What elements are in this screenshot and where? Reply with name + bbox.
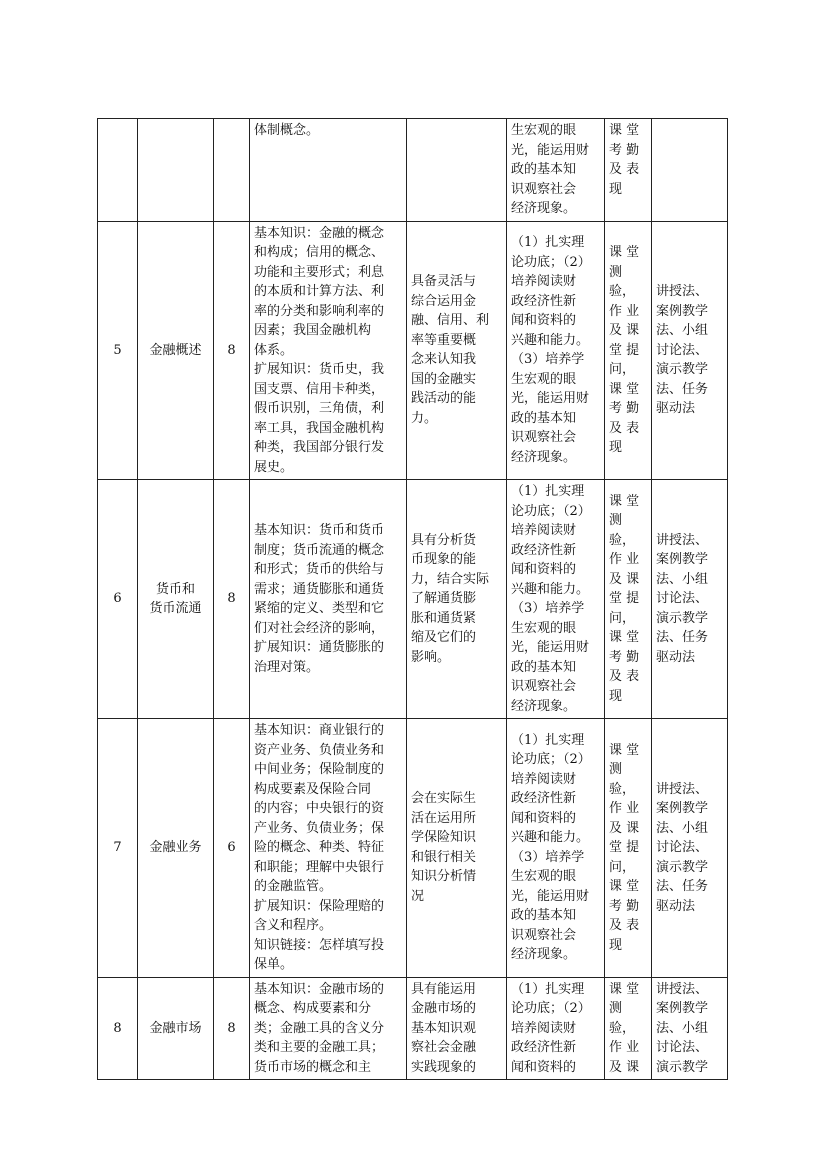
cell-line: 融、信用、利 <box>411 313 490 329</box>
cell-line: 综合运用金 <box>411 293 477 309</box>
cell-line: 作 业 <box>609 801 640 816</box>
cell-line: 保单。 <box>254 957 294 972</box>
cell-line: 会在实际生 <box>411 791 477 807</box>
cell-line: 基本知识：商业银行的 <box>254 723 385 738</box>
cell-line: 金融市场的 <box>411 1001 477 1016</box>
cell-line: 扩展知识：通货膨胀的 <box>254 640 385 655</box>
cell-line: （1）扎实理 <box>511 981 585 997</box>
cell-line: 类和主要的金融工具； <box>254 1040 385 1055</box>
cell-name: 金融市场 <box>138 977 214 1080</box>
cell-line: 问， <box>609 610 636 626</box>
cell-line: 货币流通 <box>149 601 202 616</box>
cell-line: 考 勤 <box>609 142 640 158</box>
cell-line: 政经济性新 <box>511 293 577 309</box>
cell-line: 国支票、信用卡种类， <box>254 381 385 397</box>
cell-line: 活在运用所 <box>411 810 477 826</box>
cell-line: （3）培养学 <box>511 352 585 368</box>
cell-line: 经济现象。 <box>511 698 577 714</box>
cell-name <box>138 480 214 719</box>
cell-num: 6 <box>98 480 138 719</box>
cell-line: 类；金融工具的含义分 <box>254 1020 385 1036</box>
cell-line: 和银行相关 <box>411 849 477 865</box>
cell-line: 测 <box>609 264 623 280</box>
cell-line: 现 <box>609 181 623 197</box>
cell-line: 光，能运用财 <box>511 640 590 655</box>
cell-hours: 8 <box>214 221 250 480</box>
cell-line: 讨论法、 <box>656 1040 709 1055</box>
cell-goal <box>407 977 507 1080</box>
table-row <box>98 221 728 480</box>
cell-line: 及 表 <box>609 918 640 933</box>
cell-hours: 8 <box>214 977 250 1080</box>
cell-line: 光，能运用财 <box>511 391 590 407</box>
cell-line: 识观察社会 <box>511 430 577 446</box>
cell-line: 生宏观的眼 <box>511 869 577 885</box>
cell-line: 讨论法、 <box>656 591 709 607</box>
cell-line: 讲授法、 <box>656 781 709 797</box>
cell-line: 现 <box>609 440 623 455</box>
cell-line: 闻和资料的 <box>511 810 577 826</box>
cell-line: 案例教学 <box>656 801 709 816</box>
cell-line: （1）扎实理 <box>511 732 585 748</box>
cell-line: 堂 提 <box>609 840 640 855</box>
cell-line: 知识链接：怎样填写投 <box>254 937 385 953</box>
cell-line: 作 业 <box>609 552 640 568</box>
cell-line: 政的基本知 <box>511 410 577 426</box>
cell-line: 兴趣和能力。 <box>511 581 590 597</box>
cell-line: 讨论法、 <box>656 342 709 358</box>
cell-line: 案例教学 <box>656 552 709 568</box>
cell-line: 察社会金融 <box>411 1040 477 1055</box>
cell-line: 堂 提 <box>609 591 640 607</box>
cell-goal <box>407 119 507 222</box>
cell-line: 及 表 <box>609 162 640 177</box>
cell-hours <box>214 119 250 222</box>
cell-ideo <box>507 977 605 1080</box>
cell-line: 演示教学 <box>656 859 709 875</box>
cell-line: 讨论法、 <box>656 840 709 855</box>
cell-line: 及 课 <box>609 1059 640 1075</box>
cell-line: 案例教学 <box>656 1001 709 1016</box>
cell-line: 体制概念。 <box>254 123 320 138</box>
cell-line: 的本质和计算方法、利 <box>254 284 385 299</box>
cell-line: 具备灵活与 <box>411 274 477 290</box>
cell-line: 课 堂 <box>609 879 640 894</box>
cell-line: 中间业务；保险制度的 <box>254 762 385 777</box>
cell-line: 课 堂 <box>609 245 640 260</box>
cell-line: 法、任务 <box>656 381 709 397</box>
cell-line: 案例教学 <box>656 303 709 319</box>
cell-line: 验， <box>609 532 636 548</box>
cell-line: 展史。 <box>254 459 294 475</box>
cell-line: 构成要素及保险合同 <box>254 781 372 797</box>
cell-line: 培养阅读财 <box>511 274 577 290</box>
cell-line: 问， <box>609 362 636 377</box>
cell-line: 缩及它们的 <box>411 630 477 646</box>
cell-line: 法、小组 <box>656 820 709 836</box>
cell-line: 生宏观的眼 <box>511 371 577 387</box>
cell-line: 货币市场的概念和主 <box>254 1059 372 1075</box>
cell-line: 基本知识：金融市场的 <box>254 981 385 997</box>
cell-ideo <box>507 719 605 978</box>
cell-content <box>250 977 407 1080</box>
cell-line: 基本知识：金融的概念 <box>254 225 385 241</box>
cell-line: 生宏观的眼 <box>511 620 577 636</box>
cell-line: 现 <box>609 937 623 953</box>
cell-line: 闻和资料的 <box>511 562 577 577</box>
cell-line: 基本知识：货币和货币 <box>254 523 385 538</box>
cell-assess <box>605 119 652 222</box>
cell-line: 政的基本知 <box>511 659 577 675</box>
cell-line: 政经济性新 <box>511 791 577 807</box>
cell-line: 培养阅读财 <box>511 771 577 787</box>
cell-line: 现 <box>609 688 623 704</box>
cell-line: 扩展知识：保险理赔的 <box>254 898 385 914</box>
table-row <box>98 480 728 719</box>
cell-line: 况 <box>411 888 425 904</box>
cell-ideo <box>507 119 605 222</box>
cell-line: 具有分析货 <box>411 532 477 548</box>
cell-line: 和形式；货币的供给与 <box>254 562 385 577</box>
cell-content <box>250 221 407 480</box>
cell-line: 论功底；（2） <box>511 503 591 519</box>
cell-line: 资产业务、负债业务和 <box>254 742 385 758</box>
cell-line: 扩展知识：货币史，我 <box>254 362 385 377</box>
cell-assess <box>605 719 652 978</box>
cell-line: 念来认知我 <box>411 352 477 368</box>
cell-line: 课 堂 <box>609 493 640 509</box>
cell-line: 识观察社会 <box>511 679 577 694</box>
cell-line: 验， <box>609 1020 636 1036</box>
cell-method <box>652 977 728 1080</box>
cell-goal <box>407 719 507 978</box>
cell-line: 和构成；信用的概念、 <box>254 245 385 260</box>
cell-method <box>652 221 728 480</box>
cell-name: 金融业务 <box>138 719 214 978</box>
cell-line: 考 勤 <box>609 649 640 665</box>
cell-line: 课 堂 <box>609 630 640 646</box>
cell-line: 和职能；理解中央银行 <box>254 859 385 875</box>
cell-num <box>98 119 138 222</box>
cell-line: 验， <box>609 781 636 797</box>
cell-line: 法、小组 <box>656 1020 709 1036</box>
cell-line: 产业务、负债业务；保 <box>254 820 385 836</box>
cell-line: 驱动法 <box>656 898 696 914</box>
cell-line: 光，能运用财 <box>511 888 590 904</box>
cell-line: 法、任务 <box>656 630 709 646</box>
cell-line: 驱动法 <box>656 401 696 416</box>
cell-line: 演示教学 <box>656 610 709 626</box>
cell-line: 问， <box>609 859 636 875</box>
cell-line: 制度；货币流通的概念 <box>254 542 385 558</box>
cell-line: 率的分类和影响利率的 <box>254 303 385 319</box>
cell-line: 验， <box>609 284 636 299</box>
cell-line: 政的基本知 <box>511 908 577 924</box>
cell-line: 及 表 <box>609 420 640 436</box>
table-row <box>98 719 728 978</box>
cell-assess <box>605 221 652 480</box>
cell-line: 经济现象。 <box>511 947 577 963</box>
cell-line: 治理对策。 <box>254 659 320 675</box>
cell-method <box>652 480 728 719</box>
cell-line: 考 勤 <box>609 898 640 914</box>
cell-assess <box>605 977 652 1080</box>
cell-line: 力。 <box>411 410 438 426</box>
cell-goal <box>407 221 507 480</box>
cell-line: 们对社会经济的影响， <box>254 620 385 636</box>
cell-line: 演示教学 <box>656 1059 709 1075</box>
cell-line: 率工具，我国金融机构 <box>254 420 385 436</box>
cell-line: 兴趣和能力。 <box>511 332 590 348</box>
cell-line: 实践现象的 <box>411 1059 477 1075</box>
cell-line: 作 业 <box>609 1040 640 1055</box>
cell-line: 体系。 <box>254 342 294 358</box>
cell-line: 功能和主要形式；利息 <box>254 264 385 280</box>
cell-content <box>250 480 407 719</box>
cell-line: 了解通货膨 <box>411 591 477 607</box>
cell-line: 的金融监管。 <box>254 879 333 894</box>
cell-line: 课 堂 <box>609 981 640 997</box>
cell-line: 兴趣和能力。 <box>511 830 590 846</box>
cell-line: 及 课 <box>609 323 640 338</box>
cell-line: 闻和资料的 <box>511 1059 577 1075</box>
cell-line: 具有能运用 <box>411 981 477 997</box>
cell-line: 论功底；（2） <box>511 752 591 768</box>
cell-line: 紧缩的定义、类型和它 <box>254 601 385 616</box>
cell-line: 讲授法、 <box>656 532 709 548</box>
cell-line: 测 <box>609 1001 623 1016</box>
cell-line: 讲授法、 <box>656 284 709 299</box>
cell-line: 力，结合实际 <box>411 571 490 587</box>
cell-line: 光，能运用财 <box>511 142 590 158</box>
cell-line: 践活动的能 <box>411 391 477 407</box>
cell-content <box>250 119 407 222</box>
cell-num: 7 <box>98 719 138 978</box>
cell-line: 作 业 <box>609 303 640 319</box>
cell-line: 课 堂 <box>609 381 640 397</box>
cell-method <box>652 119 728 222</box>
cell-line: 考 勤 <box>609 401 640 416</box>
cell-num: 5 <box>98 221 138 480</box>
cell-line: （1）扎实理 <box>511 484 585 499</box>
cell-line: （1）扎实理 <box>511 235 585 251</box>
cell-content <box>250 719 407 978</box>
course-outline-table <box>97 118 728 1080</box>
cell-line: 险的概念、种类、特征 <box>254 840 385 855</box>
cell-line: 经济现象。 <box>511 201 577 216</box>
cell-ideo <box>507 221 605 480</box>
cell-name <box>138 119 214 222</box>
cell-line: 生宏观的眼 <box>511 123 577 138</box>
cell-ideo <box>507 480 605 719</box>
table-row <box>98 119 728 222</box>
cell-line: 及 课 <box>609 571 640 587</box>
cell-line: 学保险知识 <box>411 830 477 846</box>
cell-line: 经济现象。 <box>511 449 577 465</box>
cell-hours: 8 <box>214 480 250 719</box>
cell-line: 含义和程序。 <box>254 918 333 933</box>
cell-line: 知识分析情 <box>411 869 477 885</box>
cell-line: 政经济性新 <box>511 542 577 558</box>
cell-line: 的内容；中央银行的资 <box>254 801 385 816</box>
cell-line: 假币识别，三角债，利 <box>254 401 385 416</box>
table-row <box>98 977 728 1080</box>
cell-line: （3）培养学 <box>511 601 585 616</box>
cell-line: 演示教学 <box>656 362 709 377</box>
cell-line: 驱动法 <box>656 649 696 665</box>
cell-num: 8 <box>98 977 138 1080</box>
cell-line: 胀和通货紧 <box>411 610 477 626</box>
cell-line: 政经济性新 <box>511 1040 577 1055</box>
cell-line: 课 堂 <box>609 123 640 138</box>
cell-line: （3）培养学 <box>511 849 585 865</box>
cell-line: 种类，我国部分银行发 <box>254 440 385 455</box>
cell-line: 概念、构成要素和分 <box>254 1001 372 1016</box>
cell-line: 货币和 <box>155 581 195 597</box>
cell-line: 论功底；（2） <box>511 254 591 270</box>
cell-assess <box>605 480 652 719</box>
cell-name: 金融概述 <box>138 221 214 480</box>
cell-line: 率等重要概 <box>411 332 477 348</box>
cell-line: 币现象的能 <box>411 552 477 568</box>
cell-line: 论功底；（2） <box>511 1001 591 1016</box>
cell-line: 国的金融实 <box>411 371 477 387</box>
cell-hours: 6 <box>214 719 250 978</box>
cell-line: 讲授法、 <box>656 981 709 997</box>
cell-line: 影响。 <box>411 649 451 665</box>
cell-line: 课 堂 <box>609 742 640 758</box>
cell-line: 测 <box>609 513 623 529</box>
cell-line: 测 <box>609 762 623 777</box>
cell-line: 及 课 <box>609 820 640 836</box>
cell-line: 识观察社会 <box>511 927 577 943</box>
cell-line: 堂 提 <box>609 342 640 358</box>
cell-line: 培养阅读财 <box>511 523 577 538</box>
cell-line: 因素；我国金融机构 <box>254 323 372 338</box>
cell-line: 基本知识观 <box>411 1020 477 1036</box>
cell-line: 需求；通货膨胀和通货 <box>254 581 385 597</box>
cell-goal <box>407 480 507 719</box>
cell-line: 法、小组 <box>656 571 709 587</box>
cell-line: 培养阅读财 <box>511 1020 577 1036</box>
cell-line: 及 表 <box>609 669 640 685</box>
cell-method <box>652 719 728 978</box>
cell-line: 闻和资料的 <box>511 313 577 329</box>
cell-line: 法、任务 <box>656 879 709 894</box>
cell-line: 法、小组 <box>656 323 709 338</box>
cell-line: 识观察社会 <box>511 181 577 197</box>
cell-line: 政的基本知 <box>511 162 577 177</box>
